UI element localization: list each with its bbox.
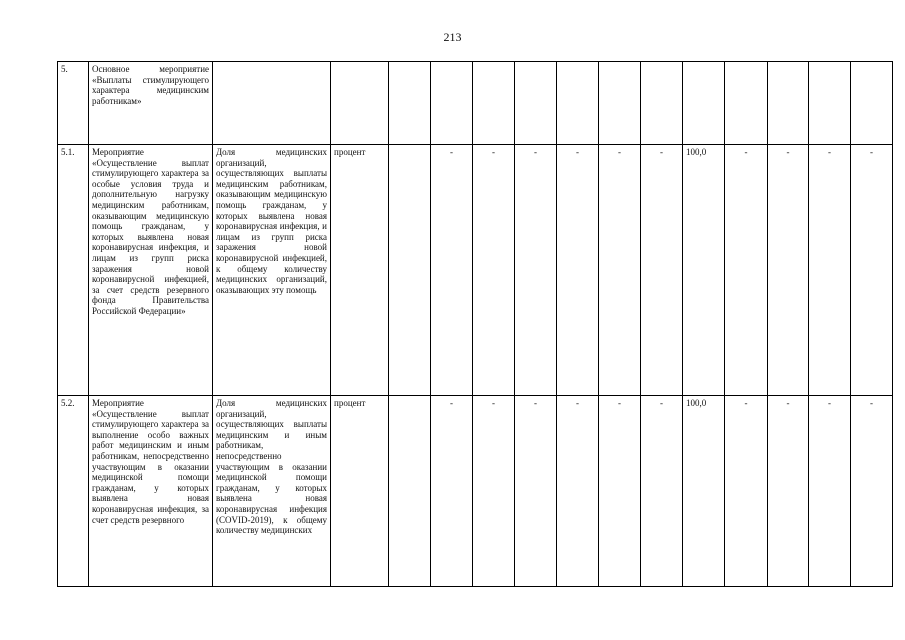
unit-cell: процент	[331, 145, 389, 396]
unit-cell	[331, 62, 389, 145]
value-cell: -	[473, 396, 515, 587]
value-cell: -	[515, 145, 557, 396]
value-cell: -	[557, 145, 599, 396]
measures-table	[57, 61, 893, 587]
row-number: 5.	[58, 62, 89, 145]
value-cell: -	[768, 145, 809, 396]
measure-name: Мероприятие «Осуществление выплат стимулирующего характера за выполнение особо важных работ медицинским и иным работникам, непосредственно участвующим в оказании медицинской помощи гражданам, у которых выявлена новая коронавирусная инфекция, за счет средств резервного	[89, 396, 213, 587]
value-cell: -	[641, 396, 683, 587]
value-cell: -	[809, 396, 851, 587]
value-cell: -	[725, 396, 768, 587]
page-number: 213	[443, 30, 462, 44]
value-cell: -	[599, 396, 641, 587]
value-cell	[725, 62, 768, 145]
value-cell	[641, 62, 683, 145]
value-cell: -	[851, 396, 893, 587]
value-cell	[515, 62, 557, 145]
row-number: 5.2.	[58, 396, 89, 587]
value-cell	[557, 62, 599, 145]
value-cell: -	[431, 145, 473, 396]
value-cell	[389, 396, 431, 587]
value-cell	[431, 62, 473, 145]
value-cell: -	[641, 145, 683, 396]
measure-name: Основное мероприятие «Выплаты стимулирующего характера медицинским работникам»	[89, 62, 213, 145]
value-cell	[809, 62, 851, 145]
value-cell: -	[473, 145, 515, 396]
value-cell	[389, 62, 431, 145]
value-cell: 100,0	[683, 145, 725, 396]
table-row	[58, 145, 893, 396]
value-cell	[768, 62, 809, 145]
value-cell: -	[768, 396, 809, 587]
value-cell: -	[599, 145, 641, 396]
table-row	[58, 396, 893, 587]
value-cell	[683, 62, 725, 145]
unit-cell: процент	[331, 396, 389, 587]
value-cell: -	[725, 145, 768, 396]
value-cell: -	[557, 396, 599, 587]
value-cell	[851, 62, 893, 145]
value-cell	[389, 145, 431, 396]
measure-name: Мероприятие «Осуществление выплат стимулирующего характера за особые условия труда и дополнительную нагрузку медицинским работникам, оказывающим медицинскую помощь гражданам, у которых выявлена новая коронавирусная инфекция, и лицам из групп риска заражения новой коронавирусной инфекцией, за счет средств резервного фонда Правительства Российской Федерации»	[89, 145, 213, 396]
value-cell	[473, 62, 515, 145]
value-cell: 100,0	[683, 396, 725, 587]
indicator-name: Доля медицинских организаций, осуществляющих выплаты медицинским работникам, оказывающим медицинскую помощь гражданам, у которых выявлена новая коронавирусная инфекция, и лицам из групп риска заражения новой коронавирусной инфекцией, к общему количеству медицинских организаций, оказывающих эту помощь	[213, 145, 331, 396]
value-cell: -	[515, 396, 557, 587]
value-cell: -	[809, 145, 851, 396]
indicator-name: Доля медицинских организаций, осуществляющих выплаты медицинским и иным работникам, непосредственно участвующим в оказании медицинской помощи гражданам, у которых выявлена новая коронавирусная инфекция (COVID-2019), к общему количеству медицинских	[213, 396, 331, 587]
table-row	[58, 62, 893, 145]
value-cell	[599, 62, 641, 145]
indicator-name	[213, 62, 331, 145]
row-number: 5.1.	[58, 145, 89, 396]
value-cell: -	[851, 145, 893, 396]
value-cell: -	[431, 396, 473, 587]
